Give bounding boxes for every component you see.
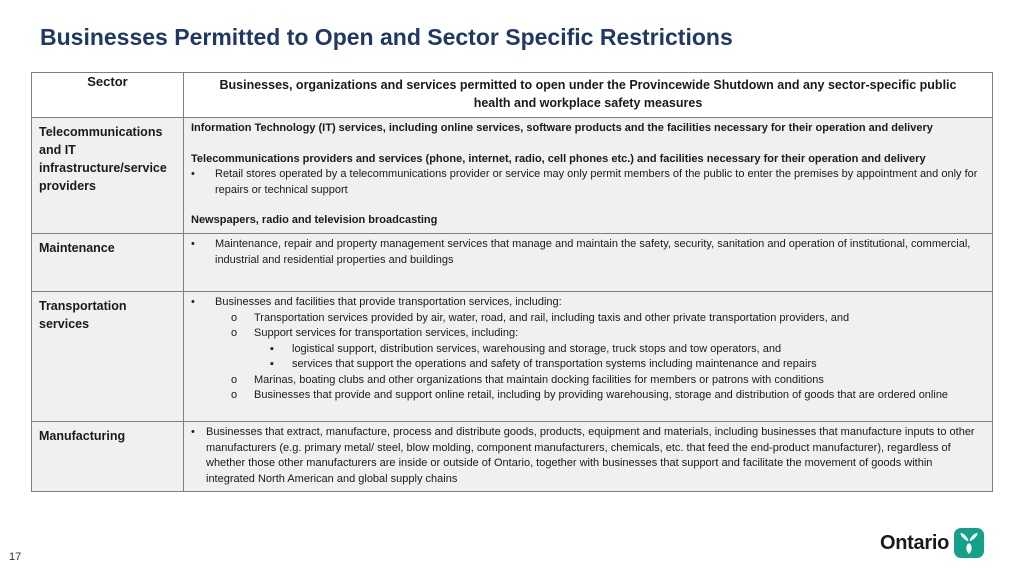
sector-table — [31, 72, 993, 492]
telecom-heading: Telecommunications providers and services (phone, internet, radio, cell phones etc.) and facilities necessary for their operation and delivery — [191, 152, 926, 165]
description-cell — [184, 422, 993, 492]
list-item: • Businesses that extract, manufacture, process and distribute goods, products, equipment and materials, including businesses that manufacture inputs to other manufacturers (e.g. primary metal/ steel, blow molding, component manufacturers, chemicals, etc. that feed the end-product manufacturer), regardless of whether those other manufacturers are inside or outside of Ontario, together with businesses that support and facilitate the movement of goods within integrated North American and global supply chains — [191, 425, 984, 487]
sector-cell: Maintenance — [32, 234, 184, 292]
table-row — [32, 292, 993, 422]
list-item: • Retail stores operated by a telecommunications provider or service may only permit members of the public to enter the premises by appointment and only for repairs or technical support — [191, 167, 984, 198]
table-header-row — [32, 73, 993, 118]
list-item: o Support services for transportation services, including: — [191, 326, 984, 342]
list-item: • Maintenance, repair and property management services that manage and maintain the safety, security, sanitation and operation of institutional, commercial, industrial and residential properties and buildings — [191, 237, 984, 268]
sector-cell: Transportation services — [32, 292, 184, 422]
table-row — [32, 234, 993, 292]
page-number: 17 — [9, 551, 22, 563]
list-item: o Businesses that provide and support online retail, including by providing warehousing, storage and distribution of goods that are ordered online — [191, 388, 984, 404]
ontario-logo — [880, 528, 984, 558]
description-cell — [184, 118, 993, 234]
list-item: ▪ services that support the operations and safety of transportation systems including maintenance and repairs — [191, 357, 984, 373]
trillium-icon — [954, 528, 984, 558]
description-cell — [184, 234, 993, 292]
list-item: • Businesses and facilities that provide transportation services, including: — [191, 295, 984, 311]
logo-wordmark: Ontario — [880, 531, 950, 554]
list-item: ▪ logistical support, distribution services, warehousing and storage, truck stops and tow operators, and — [191, 342, 984, 358]
description-column-header: Businesses, organizations and services permitted to open under the Provincewide Shutdown and any sector-specific public health and workplace safety measures — [184, 73, 993, 118]
table-row — [32, 118, 993, 234]
table-row — [32, 422, 993, 492]
list-item: o Transportation services provided by air, water, road, and rail, including taxis and other private transportation providers, and — [191, 311, 984, 327]
sector-column-header: Sector — [32, 73, 184, 118]
newspapers-heading: Newspapers, radio and television broadcasting — [191, 214, 438, 226]
sector-cell: Manufacturing — [32, 422, 184, 492]
page-title: Businesses Permitted to Open and Sector Specific Restrictions — [40, 24, 733, 50]
sector-cell: Telecommunications and IT infrastructure/service providers — [32, 118, 184, 234]
list-item: o Marinas, boating clubs and other organizations that maintain docking facilities for members or patrons with conditions — [191, 373, 984, 389]
description-cell — [184, 292, 993, 422]
it-services-heading: Information Technology (IT) services, including online services, software products and the facilities necessary for their operation and delivery — [191, 122, 933, 134]
